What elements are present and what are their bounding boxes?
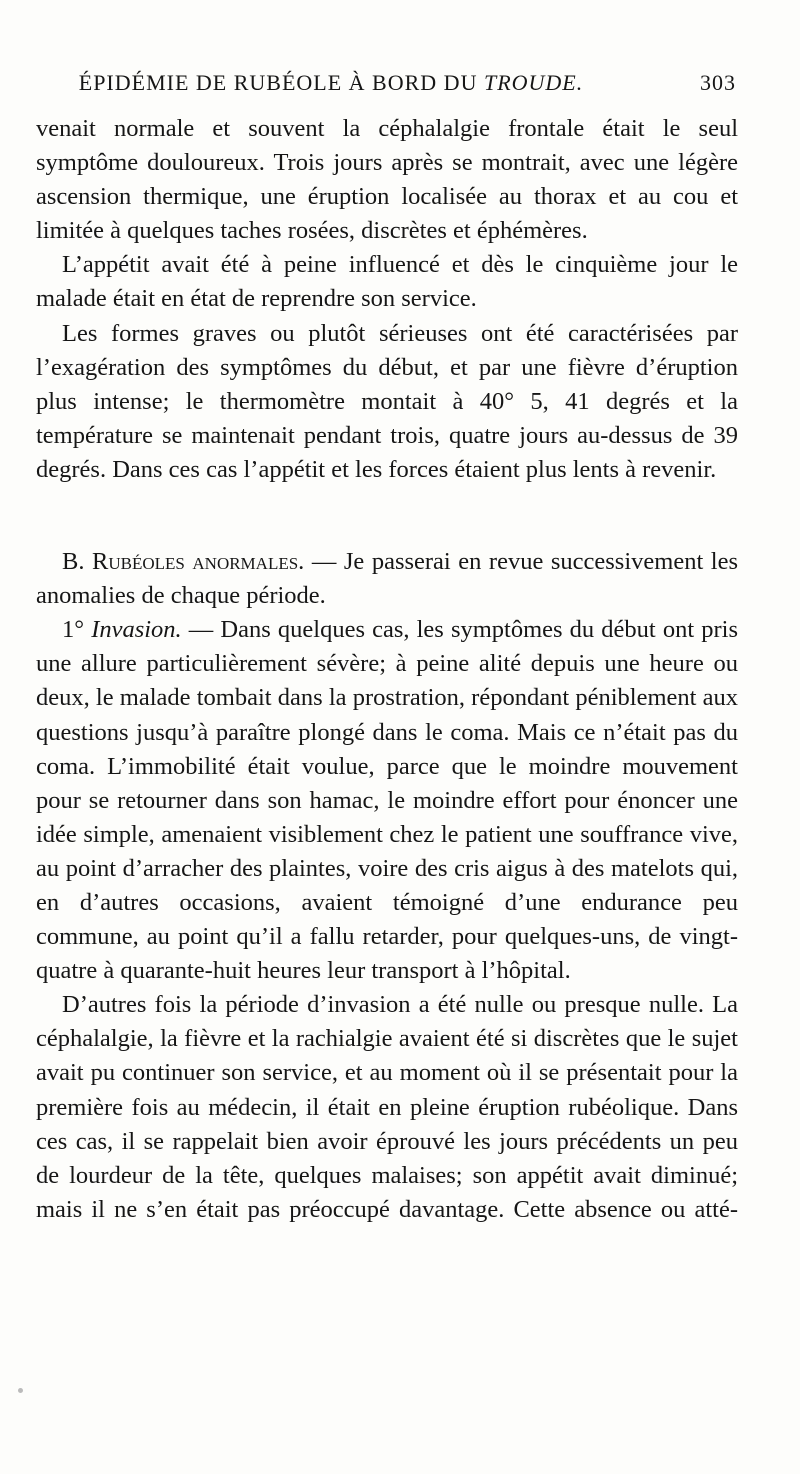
running-title [0,70,662,96]
subsection-number: 1° [62,616,85,644]
margin-speck [18,1388,23,1393]
section-label: B. [62,548,85,576]
invasion-text: — Dans quelques cas, les symptômes du début ont pris une allure particulièrement sévère; à peine alité depuis une heure ou deux, le malade tombait dans la prostration, répondant péniblement aux questions jusqu’à paraître plongé dans le coma. Mais ce n’était pas du coma. L’immobilité était voulue, parce que le moindre mouvement pour se retourner dans son hamac, le moindre effort pour énoncer une idée simple, amenaient visiblement chez le patient une souffrance vive, au point d’arracher des plaintes, voire des cris aigus à des matelots qui, en d’autres occasions, avaient témoigné d’une endurance peu commune, au point qu’il a fallu retarder, pour quelques-uns, de vingt-quatre à quarante-huit heures leur transport à l’hôpital. [36,616,739,985]
page-header [0,70,800,106]
section-gap [36,487,738,545]
section-heading: Rubéoles anormales. [92,548,305,576]
running-title-text: ÉPIDÉMIE DE RUBÉOLE À BORD DU [78,70,478,95]
page-number: 303 [700,70,736,95]
section-intro-text: — Je passerai en revue successivement les anomalies de chaque période. [36,548,739,610]
paragraph-severe-forms: Les formes graves ou plutôt sérieuses ont été caractérisées par l’exagération des symptômes du début, et par une fièvre d’éruption plus intense; le thermomètre montait à 40° 5, 41 degrés et la température se maintenait pendant trois, quatre jours au-dessus de 39 degrés. Dans ces cas l’appétit et les forces étaient plus lents à revenir. [36,319,738,483]
ship-name: TROUDE. [483,70,584,95]
body-text [36,112,738,1227]
paragraph-null-invasion: D’autres fois la période d’invasion a été nulle ou presque nulle. La céphalalgie, la fièvre et la rachialgie avaient été si discrètes que le sujet avait pu continuer son service, et au moment où il se présentait pour la première fois au médecin, il était en pleine éruption rubéolique. Dans ces cas, il se rappelait bien avoir éprouvé les jours précédents un peu de lourdeur de la tête, quelques malaises; son appétit avait diminué; mais il ne s’en était pas préoccupé davantage. Cette absence ou atté- [36,991,738,1223]
section-heading-paragraph [36,545,738,613]
paragraph-invasion [36,613,738,988]
subsection-heading: Invasion. [91,616,182,644]
paragraph-continuation: venait normale et souvent la céphalalgie frontale était le seul symptôme douloureux. Trois jours après se montrait, avec une légère ascension thermique, une éruption localisée au thorax et au cou et limitée à quelques taches rosées, discrètes et éphémères. [36,115,738,245]
paragraph-appetite: L’appétit avait été à peine influencé et dès le cinquième jour le malade était en état de reprendre son service. [36,251,738,313]
